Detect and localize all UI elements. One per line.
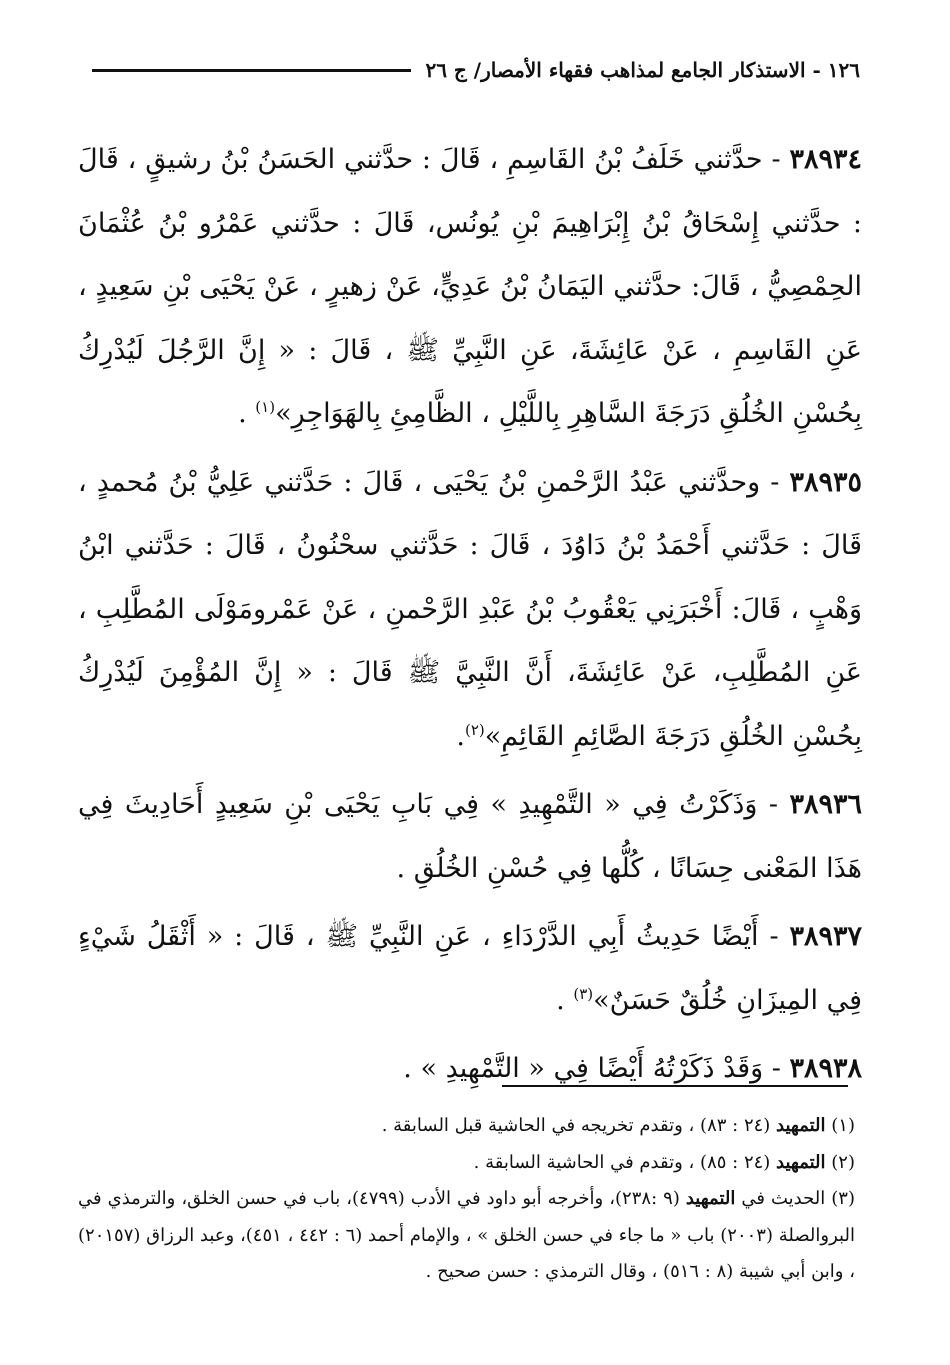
footnote-ref: (١) (255, 398, 276, 416)
footnote (78, 1145, 855, 1182)
paragraph-text: - وحدَّثني عَبْدُ الرَّحْمنِ بْنُ يَحْيَى ، قَالَ : حَدَّثني عَلِيُّ بْنُ مُحمدٍ ، قَالَ : حَدَّثني أَحْمَدُ بْنُ دَاوُدَ ، قَالَ : حَدَّثني سحْنُونُ ، قَالَ : حَدَّثني ابْنُ وَهْبٍ ، قَالَ: أَخْبَرَنِي يَعْقُوبُ بْنُ عَبْدِ الرَّحْمنِ ، عَنْ عَمْرومَوْلَى المُطَّلِبِ ، عَنِ المُطَّلِبِ، عَنْ عَائِشَةَ، أَنَّ النَّبِيَّ ﷺ قَالَ : « إِنَّ المُؤْمِنَ لَيُدْرِكُ بِحُسْنِ الخُلُقِ دَرَجَةَ الصَّائِمِ القَائِمِ» (78, 466, 862, 752)
paragraph-text: - أَيْضًا حَدِيثُ أَبِي الدَّرْدَاءِ ، عَنِ النَّبِيِّ ﷺ ، قَالَ : « أَثْقَلُ شَيْءٍ فِي المِيزَانِ خُلُقٌ حَسَنٌ» (78, 921, 862, 1016)
paragraph-number: ٣٨٩٣٨ (789, 1053, 862, 1084)
hadith-paragraph (78, 905, 862, 1032)
main-text (78, 128, 862, 1101)
paragraph-number: ٣٨٩٣٧ (789, 921, 862, 952)
paragraph-number: ٣٨٩٣٥ (789, 466, 862, 498)
hadith-paragraph (78, 1037, 862, 1101)
hadith-paragraph (78, 451, 862, 769)
footnote-marker: (٢) (831, 1151, 855, 1173)
footnote-text: (٢٤ : ٨٥) ، وتقدم في الحاشية السابقة . (473, 1151, 777, 1173)
footnote (78, 1108, 855, 1145)
footnote-source: التمهيد (685, 1188, 736, 1209)
header-rule (92, 69, 411, 72)
paragraph-number: ٣٨٩٣٤ (789, 144, 862, 175)
footnote-text: (٩ :٢٣٨)، وأخرجه أبو داود في الأدب (٤٧٩٩)، باب في حسن الخلق، والترمذي في البروالصلة (٢٠٠٣) باب « ما جاء في حسن الخلق » ، والإمام أحمد (٦ : ٤٤٢ ، ٤٥١)، وعبد الرزاق (٢٠١٥٧) ، وابن أبي شيبة (٨ : ٥١٦) ، وقال الترمذي : حسن صحيح . (78, 1188, 855, 1282)
paragraph-ending: . (456, 720, 465, 752)
paragraph-number: ٣٨٩٣٦ (789, 789, 862, 820)
paragraph-ending: . (238, 398, 256, 429)
hadith-paragraph (78, 128, 862, 446)
footnotes (78, 1108, 855, 1291)
footnote-ref: (٣) (573, 984, 594, 1003)
footnote-text: (٢٤ : ٨٣) ، وتقدم تخريجه في الحاشية قبل السابقة . (381, 1115, 777, 1136)
footnote-marker: (٣) (831, 1188, 855, 1209)
footnote-separator (502, 1085, 848, 1087)
footnote (78, 1181, 855, 1291)
footnote-source: التمهيد (776, 1151, 826, 1173)
paragraph-ending: . (556, 984, 574, 1016)
paragraph-text: - وَقَدْ ذَكَرْتُهُ أَيْضًا فِي « التَّمْهِيدِ » . (403, 1053, 790, 1084)
paragraph-text: - حدَّثني خَلَفُ بْنُ القَاسِمِ ، قَالَ : حدَّثني الحَسَنُ بْنُ رشيقٍ ، قَالَ : حدَّثني إِسْحَاقُ بْنُ إِبْرَاهِيمَ بْنِ يُونُس، قَالَ : حدَّثني عَمْرُو بْنُ عُثْمَانَ الحِمْصِيُّ ، قَالَ: حدَّثني اليَمَانُ بْنُ عَدِيٍّ، عَنْ زهيرٍ ، عَنْ يَحْيَى بْنِ سَعِيدٍ ، عَنِ القَاسِمِ ، عَنْ عَائِشَةَ، عَنِ النَّبِيِّ ﷺ ، قَالَ : « إِنَّ الرَّجُلَ لَيُدْرِكُ بِحُسْنِ الخُلُقِ دَرَجَةَ السَّاهِرِ بِاللَّيْلِ ، الظَّامِئِ بِالهَوَاجِرِ» (78, 144, 862, 429)
hadith-paragraph (78, 773, 862, 900)
footnote-marker: (١) (831, 1115, 855, 1136)
running-title: ١٢٦ - الاستذكار الجامع لمذاهب فقهاء الأمصار/ ج ٢٦ (425, 58, 860, 82)
footnote-ref: (٢) (464, 720, 485, 739)
footnote-source: التمهيد (776, 1115, 826, 1136)
running-header (92, 50, 860, 90)
paragraph-text: - وَذَكَرْتُ فِي « التَّمْهِيدِ » فِي بَابِ يَحْيَى بْنِ سَعِيدٍ أَحَادِيثَ فِي هَذَا المَعْنى حِسَانًا ، كُلُّها فِي حُسْنِ الخُلُقِ . (78, 789, 862, 884)
footnote-lead: الحديث في (735, 1188, 826, 1209)
